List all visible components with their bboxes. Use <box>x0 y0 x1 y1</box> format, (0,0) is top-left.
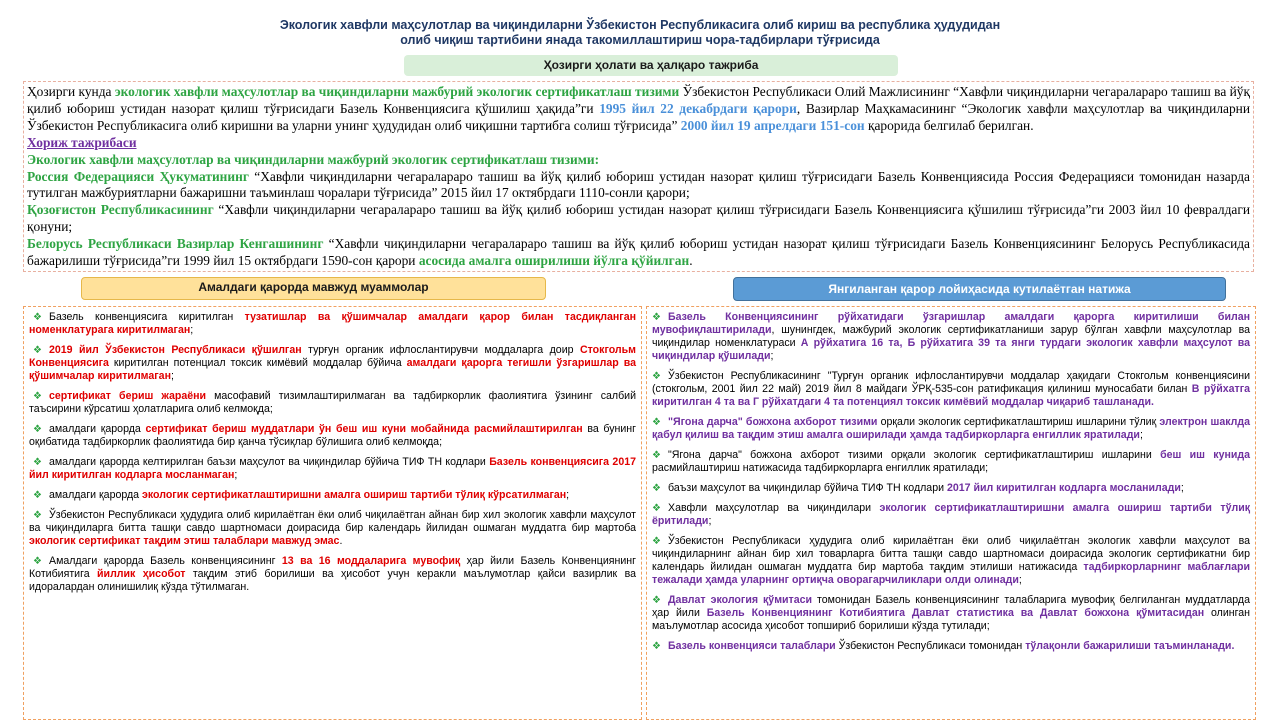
diamond-icon: ❖ <box>33 510 42 521</box>
text-run: сертификат бериш жараёни <box>49 390 207 402</box>
text-run: Базель Конвенциянинг Котибиятига Давлат статистика ва Давлат божхона қўмитасидан <box>706 607 1205 619</box>
list-item <box>29 423 636 449</box>
diamond-icon: ❖ <box>652 536 661 547</box>
text-run: 2000 йил 19 апрелдаги 151-сон <box>680 117 865 133</box>
text-run: “Хавфли чиқиндиларни чегаралараро ташиш ва йўқ қилиб юбориш устидан назорат қилиш тўғрисидаги Базель Конвенциясининг Белорусь Республикасида бажарилиши тўғрисида”ги 1999 йил 15 октябрдаги 1590-сон қарори <box>27 236 1250 269</box>
text-run: Базель конвенциясига 2017 йил киритилган кодларга мосланмаган <box>29 456 636 481</box>
text-run: "Ягона дарча" божхона ахборот тизими орқали экологик сертификатлаштириш ишларини <box>668 449 1161 461</box>
text-run: тузатишлар ва қўшимчалар амалдаги қарор билан тасдиқланган номенклатурага киритилмаган <box>29 311 636 336</box>
list-item <box>29 489 636 502</box>
text-run: 2017 йил киритилган кодларга мосланилади <box>946 482 1181 494</box>
list-item <box>652 449 1250 475</box>
diamond-icon: ❖ <box>652 483 661 494</box>
text-run: ; <box>1018 574 1022 586</box>
expected-results-list <box>646 306 1256 720</box>
page-title <box>0 18 1280 47</box>
text-run: ва бунинг оқибатида тадбиркорлик фаолиятида бир қанча тўсиқлар бўлишига олиб келмоқда; <box>29 423 636 448</box>
text-run: олинган маълумотлар асосида ҳисобот топшириб борилиши кўзда тутилади; <box>652 607 1250 632</box>
text-run: Қозоғистон Республикасининг <box>27 202 214 218</box>
intro-paragraph-kazakhstan <box>27 202 1250 236</box>
text-run: 1995 йил 22 декабрдаги қарори <box>599 100 797 116</box>
current-problems-list <box>23 306 642 720</box>
text-run: В рўйхатга киритилган 4 та ва Г рўйхатдаги 4 та потенциял токсик кимёвий моддалар чиқариб ташланади. <box>652 383 1250 408</box>
intro-paragraph-russia <box>27 169 1250 203</box>
diamond-icon: ❖ <box>33 457 42 468</box>
text-run: Базель конвенциясига киритилган <box>49 311 245 323</box>
text-run: Ўзбекистон Республикаси томонидан <box>835 640 1026 652</box>
diamond-icon: ❖ <box>652 371 661 382</box>
diamond-icon: ❖ <box>652 641 661 652</box>
text-run: ; <box>190 324 194 336</box>
text-run: , шунингдек, мажбурий экологик сертификатланиши зарур бўлган хавфли маҳсулотлар ва чиқиндилар номенклатураси <box>652 324 1250 349</box>
expected-results-header: Янгиланган қарор лойиҳасида кутилаётган натижа <box>733 277 1226 301</box>
text-run: баъзи маҳсулот ва чиқиндилар бўйича ТИФ ТН кодлари <box>668 482 947 494</box>
text-run: Белорусь Республикаси Вазирлар Кенгашининг <box>27 236 324 252</box>
list-item <box>652 594 1250 633</box>
text-run: экологик сертификат тақдим этиш талаблари мавжуд эмас <box>29 535 340 547</box>
text-run: экологик хавфли маҳсулотлар ва чиқиндиларни мажбурий экологик сертификатлаш тизими <box>114 84 680 99</box>
text-run: турғун органик ифлослантирувчи моддаларга доир <box>301 344 580 356</box>
text-run: экологик сертификатлаштиришни амалга ошириш тартиби тўлиқ ёритилади <box>652 502 1251 527</box>
text-run: ; <box>770 350 774 362</box>
text-run: А рўйхатига 16 та, Б рўйхатига 39 та янги турдаги экологик хавфли маҳсулот ва чиқиндилар қўшилади <box>652 337 1250 362</box>
text-run: "Ягона дарча" божхона ахборот тизими <box>668 416 878 428</box>
foreign-experience-heading: Хориж тажрибаси <box>27 134 137 150</box>
intro-paragraph-current <box>27 84 1250 135</box>
text-run: амалдаги қарорда келтирилган баъзи маҳсулот ва чиқиндилар бўйича ТИФ ТН кодлари <box>49 456 490 468</box>
text-run: 13 ва 16 моддаларига мувофиқ <box>281 555 461 567</box>
text-run: қарорида белгилаб берилган. <box>864 117 1034 133</box>
text-run: Стокгольм Конвенциясига <box>29 344 636 369</box>
diamond-icon: ❖ <box>652 450 661 461</box>
intro-box <box>23 81 1254 272</box>
text-run: ; <box>1139 429 1143 441</box>
text-run: ; <box>566 489 570 501</box>
title-line-1: Экологик хавфли маҳсулотлар ва чиқиндиларни Ўзбекистон Республикасига олиб кириш ва республика ҳудудидан <box>279 18 1001 32</box>
text-run: Базель Конвенциясининг рўйхатидаги ўзгаришлар амалдаги қарорга киритилиши билан мувофиқлаштирилади <box>652 311 1250 336</box>
text-run: электрон шаклда қабул қилиш ва тақдим этиш амалга оширилади ҳамда тадбиркорларга енгиллик яратилади <box>652 416 1251 441</box>
list-item <box>29 509 636 548</box>
text-run: Давлат экология қўмитаси <box>668 594 813 606</box>
text-run: Ўзбекистон Республикаси ҳудудига олиб кирилаётган ёки олиб чиқилаётган айнан бир хил экологик хавфли маҳсулот ва чиқиндиларга битта ташқи савдо шартномаси доирасида бир календарь йилидан ошмаган муддатга бир мартоба <box>29 509 636 534</box>
diamond-icon: ❖ <box>652 503 661 514</box>
list-item <box>29 456 636 482</box>
list-item <box>652 311 1250 363</box>
list-item <box>29 390 636 416</box>
text-run: Ўзбекистон Республикасининг "Турғун органик ифлослантирувчи моддалар ҳақидаги Стокгольм конвенциясини (стокгольм, 2001 йил 22 май) 2019 йил 8 майдаги ЎРҚ-535-сон ратификация қилиниш муносабати билан <box>652 370 1250 395</box>
text-run: ; <box>170 370 174 382</box>
text-run: йиллик ҳисобот <box>97 568 186 580</box>
text-run: “Хавфли чиқиндиларни чегаралараро ташиш ва йўқ қилиб юбориш устидан назорат қилиш тўғрисидаги Базель Конвенциясига қўшилиш тўғрисида”ги 2003 йил 10 февралдаги қонуни; <box>27 202 1250 235</box>
list-item <box>652 482 1250 495</box>
text-run: орқали экологик сертификатлаштириш ишларини тўлиқ <box>877 416 1160 428</box>
list-item <box>652 502 1250 528</box>
text-run: ; <box>1180 482 1184 494</box>
text-run: ҳар йили Базель Конвенциянинг Котибиятига <box>29 555 636 580</box>
diamond-icon: ❖ <box>33 312 42 323</box>
title-line-2: олиб чиқиш тартибини янада такомиллаштириш чора-тадбирлари тўғрисида <box>400 32 880 47</box>
list-item <box>29 344 636 383</box>
text-run: амалдаги қарорга тегишли ўзгаришлар ва қўшимчалар киритилмаган <box>29 357 636 382</box>
text-run: экологик сертификатлаштиришни амалга ошириш тартиби тўлиқ кўрсатилмаган <box>142 489 567 501</box>
list-item <box>29 311 636 337</box>
text-run: Россия Федерацияси Ҳукуматининг <box>27 168 249 184</box>
list-item <box>652 535 1250 587</box>
text-run: асосида амалга оширилиши йўлга қўйилган <box>418 253 690 269</box>
text-run: масофавий тизимлаштирилмаган ва тадбиркорлик фаолиятига ўзининг салбий таъсирини кўрсатиш ҳолатларига олиб келмоқда; <box>29 390 636 415</box>
text-run: томонидан Базель конвенциясининг талабларига мувофиқ белгиланган муддатларда ҳар йили <box>652 594 1250 619</box>
text-run: сертификат бериш муддатлари ўн беш иш куни мобайнида расмийлаштирилган <box>145 423 583 435</box>
list-item <box>29 555 636 594</box>
text-run: 2019 йил Ўзбекистон Республикаси қўшилган <box>49 344 302 356</box>
diamond-icon: ❖ <box>652 595 661 606</box>
text-run: , Вазирлар Маҳкамасининг “Экологик хавфли маҳсулотлар ва чиқиндиларни Ўзбекистон Республикасига олиб киришни ва уларни унинг ҳудудидан олиб чиқишни тартибга солиш тўғрисида” <box>27 100 1250 133</box>
text-run: Амалдаги қарорда Базель конвенциясининг <box>49 555 282 567</box>
text-run: тадбиркорларнинг маблағлари тежалади ҳамда уларнинг ортиқча оворагарчиликлари олди олинади <box>652 561 1250 586</box>
text-run: . <box>689 253 693 269</box>
text-run: “Хавфли чиқиндиларни чегаралараро ташиш ва йўқ қилиб юбориш устидан назорат қилиш тўғрисидаги Базель Конвенциясида Россия Федерацияси томонидан назарда тутилган мажбуриятларни бажаришни таъминлаш чоралари тўғрисида” 2015 йил 17 октябрдаги 1110-сонли қарори; <box>27 168 1250 201</box>
diamond-icon: ❖ <box>33 556 42 567</box>
text-run: Базель конвенцияси талаблари <box>668 640 836 652</box>
certification-system-heading: Экологик хавфли маҳсулотлар ва чиқиндиларни мажбурий экологик сертификатлаш тизими: <box>27 151 600 167</box>
diamond-icon: ❖ <box>33 490 42 501</box>
text-run: Ўзбекистон Республикаси Олий Мажлисининг “Хавфли чиқиндиларни чегаралараро ташиш ва йўқ қилиб юбориш устидан назорат қилиш тўғрисидаги Базель Конвенциясига қўшилиш ҳақида”ги <box>27 84 1250 116</box>
text-run: ; <box>234 469 238 481</box>
text-run: расмийлаштириш натижасида тадбиркорларга енгиллик яратилади; <box>652 462 989 474</box>
text-run: . <box>339 535 343 547</box>
intro-paragraph-belarus <box>27 236 1250 270</box>
diamond-icon: ❖ <box>33 391 42 402</box>
text-run: киритилган потенциал токсик кимёвий моддалар бўйича <box>108 357 407 369</box>
diamond-icon: ❖ <box>652 312 661 323</box>
text-run: амалдаги қарорда <box>49 423 146 435</box>
text-run: амалдаги қарорда <box>49 489 143 501</box>
section-banner: Ҳозирги ҳолати ва ҳалқаро тажриба <box>404 55 898 76</box>
diamond-icon: ❖ <box>652 417 661 428</box>
list-item <box>652 370 1250 409</box>
list-item <box>652 640 1250 653</box>
text-run: тўлақонли бажарилиши таъминланади. <box>1025 640 1235 652</box>
list-item <box>652 416 1250 442</box>
text-run: беш иш кунида <box>1160 449 1250 461</box>
text-run: Ҳозирги кунда <box>27 84 115 99</box>
diamond-icon: ❖ <box>33 345 42 356</box>
text-run: Хавфли маҳсулотлар ва чиқиндилари <box>668 502 880 514</box>
diamond-icon: ❖ <box>33 424 42 435</box>
text-run: Ўзбекистон Республикаси ҳудудига олиб кирилаётган ёки олиб чиқилаётган экологик хавфли маҳсулот ва чиқиндиларнинг айнан бир хил товарларга битта ташқи савдо шартномаси доирасида экологик сертификатни бир календарь йилидан ошмаган муддатга бир мартоба тақдим этилиши натижасида <box>652 535 1250 573</box>
current-problems-header: Амалдаги қарорда мавжуд муаммолар <box>81 277 546 300</box>
text-run: ; <box>708 515 712 527</box>
text-run: тақдим этиб борилиши ва ҳисобот учун керакли маълумотлар қайси вазирлик ва идоралардан олинишилиқ кўзда тўтилмаган. <box>29 568 636 593</box>
